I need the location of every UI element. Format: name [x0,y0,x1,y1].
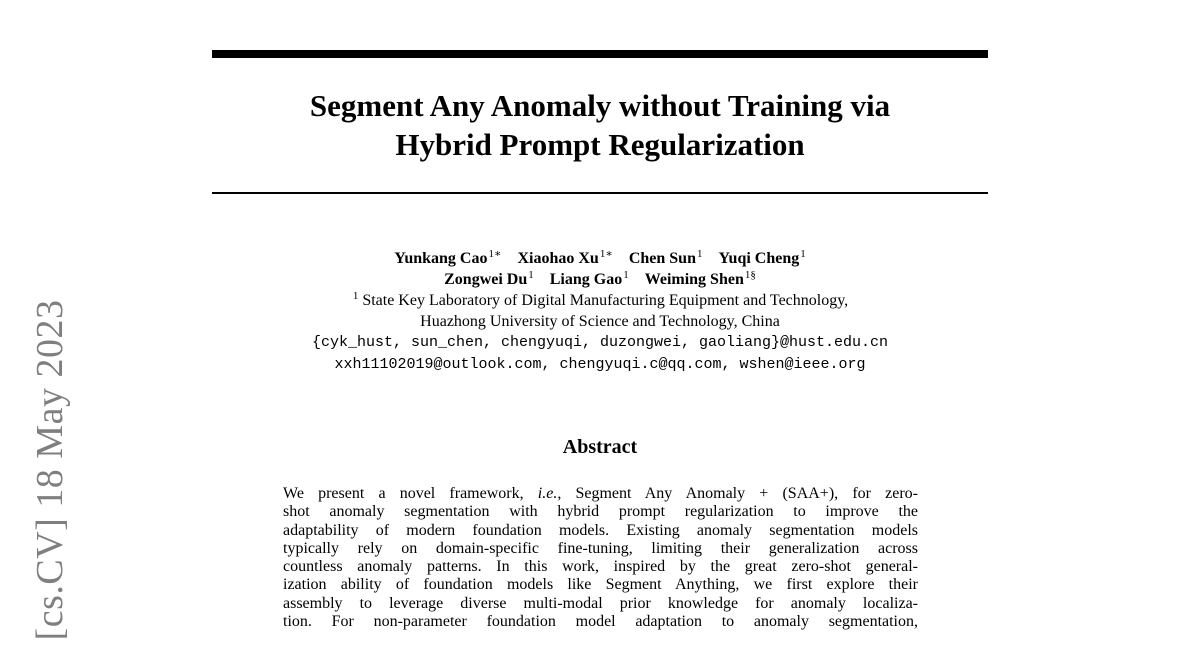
author-line-1 [212,248,988,269]
author-name: Weiming Shen$^{1\S}$ [644,269,756,288]
abstract-line: ization ability of foundation models like Segment Anything, we first explore their [283,576,918,594]
abstract-line: We present a novel framework, i.e., Segment Any Anomaly + (SAA+), for zero- [283,485,918,502]
arxiv-stamp: [cs.CV] 18 May 2023 [29,299,71,641]
email-line-2: xxh11102019@outlook.com, chengyuqi.c@qq.com, wshen@ieee.org [334,356,866,373]
title-line: Segment Any Anomaly without Training via [309,88,891,123]
title-top-rule [212,50,988,58]
abstract-line: countless anomaly patterns. In this work, inspired by the great zero-shot general- [283,558,918,576]
abstract-body [283,485,918,631]
author-block [212,248,988,376]
abstract-heading: Abstract [562,436,638,458]
author-line-2 [212,269,988,290]
author-name: Chen Sun$^1$ [628,248,703,267]
affiliation-line-1: $^1$ State Key Laboratory of Digital Manufacturing Equipment and Technology, [352,290,849,309]
author-name: Liang Gao$^1$ [549,269,629,288]
email-line-1: {cyk_hust, sun_chen, chengyuqi, duzongwei, gaoliang}@hust.edu.cn [311,334,889,351]
author-name: Xiaohao $Xu^{1∗}$ [517,248,613,267]
abstract-line: typically rely on domain-specific fine-tuning, limiting their generalization across [283,539,918,557]
abstract-line: tion. For non-parameter foundation model adaptation to anomaly segmentation, [283,613,918,631]
abstract-line: adaptability of modern foundation models. Existing anomaly segmentation models [283,521,918,539]
abstract-line: assembly to leverage diverse multi-modal prior knowledge for anomaly localiza- [283,594,918,612]
author-name: Yunkang Cao$^{1∗}$ [394,248,502,267]
abstract-line: shot anomaly segmentation with hybrid prompt regularization to improve the [283,503,918,521]
affiliation-line-2: Huazhong University of Science and Technology, China [420,313,780,330]
title-line: Hybrid Prompt Regularization [395,127,805,162]
title-bottom-rule [212,192,988,194]
author-name: Zongwei Du$^1$ [444,269,534,288]
paper-title [212,86,988,164]
author-name: Yuqi Cheng$^1$ [718,248,806,267]
